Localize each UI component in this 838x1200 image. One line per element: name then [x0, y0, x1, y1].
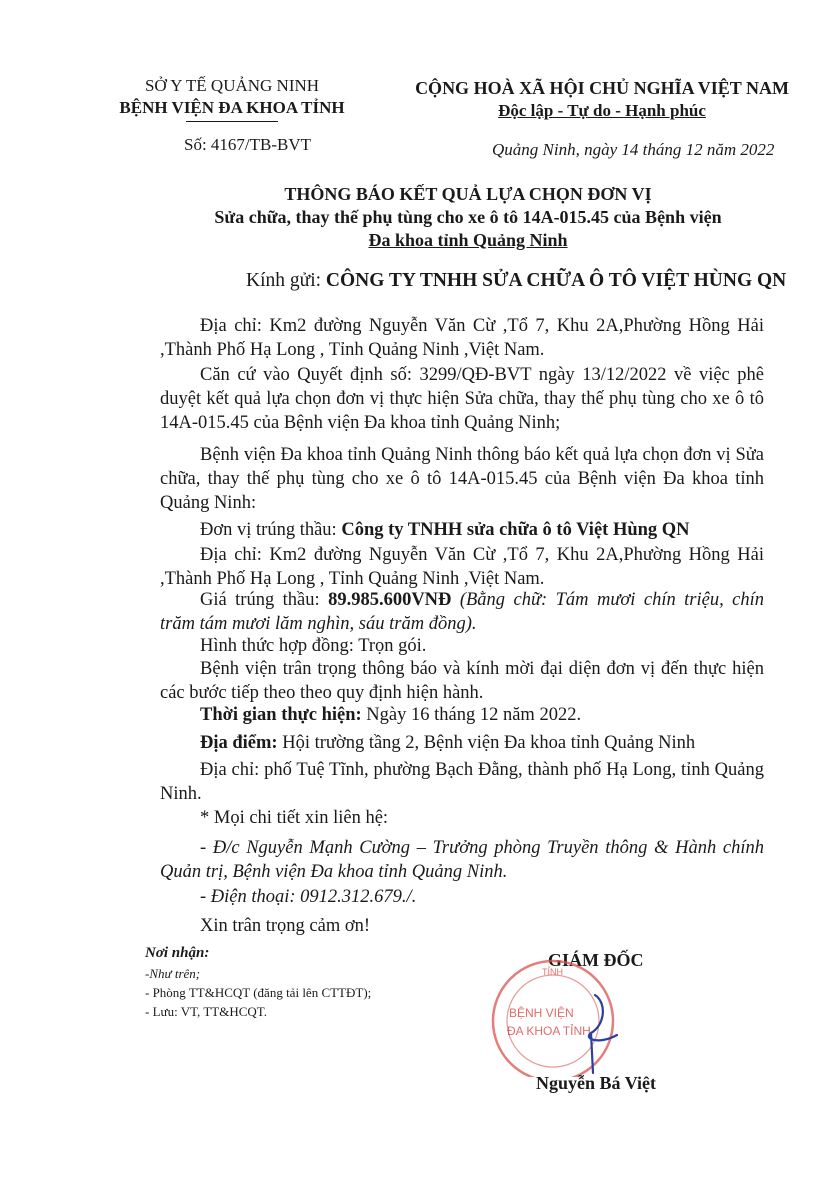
recipients-item-3: - Lưu: VT, TT&HCQT.	[145, 1004, 267, 1019]
notice-title: THÔNG BÁO KẾT QUẢ LỰA CHỌN ĐƠN VỊ	[284, 184, 652, 204]
subtitle-line2-wrap	[148, 230, 788, 251]
company-address-1: Địa chỉ: Km2 đường Nguyễn Văn Cừ ,Tổ 7, Khu 2A,Phường Hồng Hải ,Thành Phố Hạ Long , Tỉnh Quảng Ninh ,Việt Nam.	[160, 316, 764, 360]
recipients-item-1: -Như trên;	[145, 966, 201, 981]
place-address: Địa chỉ: phố Tuệ Tĩnh, phường Bạch Đằng, thành phố Hạ Long, tỉnh Quảng Ninh.	[160, 760, 764, 804]
winner-label: Đơn vị trúng thầu:	[200, 520, 342, 540]
recipients-title: Nơi nhận:	[145, 945, 210, 961]
notice-subtitle-line2: Đa khoa tỉnh Quảng Ninh	[368, 230, 568, 250]
winner-line	[200, 518, 804, 542]
stamp-line-1: BỆNH VIỆN	[509, 1006, 574, 1020]
place-value: Hội trường tầng 2, Bệnh viện Đa khoa tỉnh Quảng Ninh	[277, 733, 696, 753]
time-label: Thời gian thực hiện:	[200, 705, 362, 725]
legal-basis: Căn cứ vào Quyết định số: 3299/QĐ-BVT ngày 13/12/2022 về việc phê duyệt kết quả lựa chọn đơn vị thực hiện Sửa chữa, thay thế phụ tùng cho xe ô tô 14A-015.45 của Bệnh viện Đa khoa tỉnh Quảng Ninh;	[160, 365, 764, 433]
price-label: Giá trúng thầu:	[200, 590, 329, 610]
national-title: CỘNG HOÀ XÃ HỘI CHỦ NGHĨA VIỆT NAM	[415, 78, 789, 98]
header-left-rule	[186, 121, 278, 122]
signature-title: GIÁM ĐỐC	[548, 950, 644, 970]
national-motto: Độc lập - Tự do - Hạnh phúc	[498, 101, 706, 120]
stamp-top-text: TỈNH	[542, 967, 563, 977]
price-value: 89.985.600VNĐ	[328, 590, 452, 610]
winner-name: Công ty TNHH sửa chữa ô tô Việt Hùng QN	[341, 520, 690, 540]
place-line	[200, 731, 804, 755]
price-line	[160, 588, 764, 636]
result-notice: Bệnh viện Đa khoa tỉnh Quảng Ninh thông báo kết quả lựa chọn đơn vị Sửa chữa, thay thế phụ tùng cho xe ô tô 14A-015.45 của Bệnh viện Đa khoa tỉnh Quảng Ninh:	[160, 445, 764, 513]
thanks: Xin trân trọng cảm ơn!	[200, 916, 371, 936]
place-label: Địa điểm:	[200, 733, 278, 753]
document-date: Quảng Ninh, ngày 14 tháng 12 năm 2022	[492, 140, 775, 159]
document-number: Số: 4167/TB-BVT	[184, 135, 312, 154]
recipient-prefix: Kính gửi:	[246, 270, 326, 291]
stamp-line-2: ĐA KHOA TỈNH	[507, 1024, 591, 1038]
company-address-2: Địa chỉ: Km2 đường Nguyễn Văn Cừ ,Tổ 7, Khu 2A,Phường Hồng Hải ,Thành Phố Hạ Long , Tỉnh Quảng Ninh ,Việt Nam.	[160, 545, 764, 589]
official-stamp	[487, 955, 629, 1077]
signer-name: Nguyễn Bá Việt	[536, 1073, 657, 1093]
time-value: Ngày 16 tháng 12 năm 2022.	[361, 705, 582, 725]
notice-subtitle-line1: Sửa chữa, thay thế phụ tùng cho xe ô tô 14A-015.45 của Bệnh viện	[214, 207, 722, 227]
contact-person: - Đ/c Nguyễn Mạnh Cường – Trưởng phòng Truyền thông & Hành chính Quản trị, Bệnh viện Đa khoa tỉnh Quảng Ninh.	[160, 838, 764, 882]
invitation: Bệnh viện trân trọng thông báo và kính mời đại diện đơn vị đến thực hiện các bước tiếp theo theo quy định hiện hành.	[160, 659, 764, 703]
contact-intro: * Mọi chi tiết xin liên hệ:	[200, 808, 389, 828]
agency-name: SỞ Y TẾ QUẢNG NINH	[144, 76, 320, 95]
time-line	[200, 703, 804, 727]
hospital-name: BỆNH VIỆN ĐA KHOA TỈNH	[119, 98, 345, 117]
motto-wrap	[402, 101, 802, 121]
recipient	[246, 270, 786, 292]
recipient-name: CÔNG TY TNHH SỬA CHỮA Ô TÔ VIỆT HÙNG QN	[325, 270, 787, 291]
recipients-item-2: - Phòng TT&HCQT (đăng tải lên CTTĐT);	[145, 985, 372, 1000]
contract-type: Hình thức hợp đồng: Trọn gói.	[200, 636, 427, 656]
contact-phone: - Điện thoại: 0912.312.679./.	[200, 887, 417, 907]
price-in-words: (Bằng chữ: Tám mươi chín triệu, chín trăm tám mươi lăm nghìn, sáu trăm đồng).	[160, 590, 764, 634]
